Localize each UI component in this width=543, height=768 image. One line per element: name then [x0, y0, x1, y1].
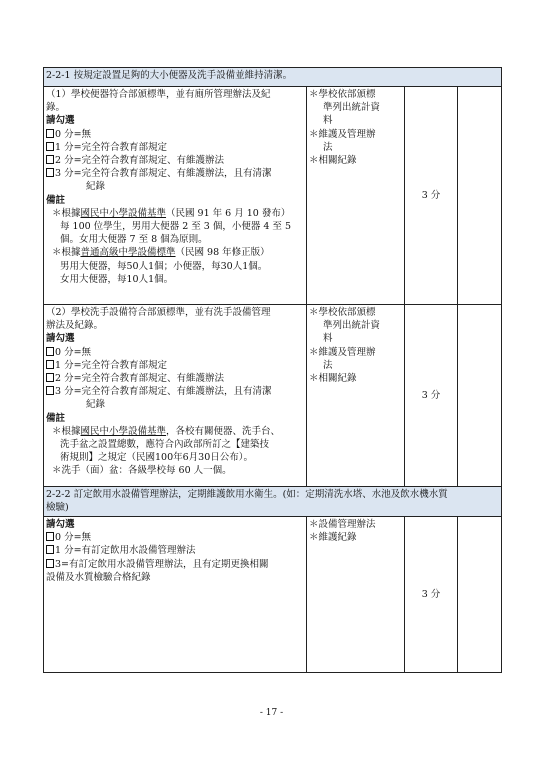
option-2: 2 分=完全符合教育部規定、有維護辦法	[46, 154, 304, 167]
section-header: 2-2-1 按規定設置足夠的大小便器及洗手設備並維持清潔。	[44, 68, 502, 87]
option-3-continuation: 紀錄	[86, 181, 106, 193]
note-line: 女用大便器，每10人1個。	[60, 273, 174, 285]
criterion-row	[44, 87, 502, 305]
checkbox[interactable]	[46, 168, 54, 177]
score-cell: 3 分	[405, 305, 458, 487]
notes-title: 備註	[46, 412, 66, 424]
description-line: （2）學校洗手設備符合部頒標準，並有洗手設備管理	[46, 307, 271, 318]
note-line: 男用大便器，每50人1個；小便器，每30人1個。	[60, 260, 268, 272]
score-cell: 3 分	[405, 517, 458, 673]
option-3: 3=有訂定飲用水設備管理辦法，且有定期更換相關	[46, 558, 304, 571]
criterion-description	[44, 517, 307, 673]
checkbox[interactable]	[46, 545, 54, 554]
criterion-description	[44, 87, 307, 305]
note-line: 洗手盆之設置總數，應符合內政部所訂之【建築技	[60, 439, 270, 451]
checkbox[interactable]	[46, 155, 54, 164]
checkbox[interactable]	[46, 386, 54, 395]
checkbox[interactable]	[46, 129, 54, 138]
option-3-continuation: 紀錄	[86, 399, 106, 411]
checkbox[interactable]	[46, 360, 54, 369]
section-header-row	[44, 68, 502, 87]
checkbox[interactable]	[46, 373, 54, 382]
checkbox[interactable]	[46, 142, 54, 151]
note-line: 每 100 位學生，男用大便器 2 至 3 個，小便器 4 至 5	[60, 221, 291, 233]
option-0: 0 分=無	[46, 346, 304, 359]
description-line: 錄。	[46, 102, 66, 114]
note-line: ＊根據國民中小學設備基準（民國 91 年 6 月 10 發布）	[52, 207, 291, 219]
checkbox[interactable]	[46, 559, 54, 568]
criterion-row	[44, 517, 502, 673]
option-3-continuation: 設備及水質檢驗合格紀錄	[46, 571, 151, 583]
section-header: 2-2-2 訂定飲用水設備管理辦法，定期維護飲用水衛生。(如：定期清洗水塔、水池及飲水機水質 檢驗)	[44, 487, 502, 517]
description-line: （1）學校便器符合部頒標準，並有廁所管理辦法及紀	[46, 89, 271, 100]
option-2: 2 分=完全符合教育部規定、有維護辦法	[46, 372, 304, 385]
evaluation-table	[43, 67, 502, 673]
checklist-title: 請勾選	[46, 519, 75, 530]
note-line: 術規則】之規定（民國100年6月30日公布）。	[60, 452, 254, 464]
evidence-cell: ＊設備管理辦法 ＊維護紀錄	[307, 517, 405, 673]
checklist-title: 請勾選	[46, 115, 75, 127]
option-1: 1 分=有訂定飲用水設備管理辦法	[46, 544, 304, 557]
option-0: 0 分=無	[46, 128, 304, 141]
evidence-cell: ＊學校依部頒標 準列出統計資 料 ＊維護及管理辦 法 ＊相關紀錄	[307, 87, 405, 305]
criterion-description	[44, 305, 307, 487]
checkbox[interactable]	[46, 532, 54, 541]
blank-cell[interactable]	[458, 87, 502, 305]
checklist-title: 請勾選	[46, 333, 75, 345]
score-cell: 3 分	[405, 87, 458, 305]
description-line: 辦法及紀錄。	[46, 320, 104, 332]
note-line: ＊洗手（面）盆：各級學校每 60 人一個。	[52, 465, 232, 477]
option-1: 1 分=完全符合教育部規定	[46, 141, 304, 154]
note-line: ＊根據國民中小學設備基準，各校有關便器、洗手台、	[52, 425, 281, 437]
note-line: 個。女用大便器 7 至 8 個為原則。	[60, 234, 208, 246]
section-header-row	[44, 487, 502, 517]
option-3: 3 分=完全符合教育部規定、有維護辦法，且有清潔	[46, 385, 304, 398]
blank-cell[interactable]	[458, 305, 502, 487]
blank-cell[interactable]	[458, 517, 502, 673]
criterion-row	[44, 305, 502, 487]
evidence-cell: ＊學校依部頒標 準列出統計資 料 ＊維護及管理辦 法 ＊相關紀錄	[307, 305, 405, 487]
notes-title: 備註	[46, 194, 66, 206]
note-line: ＊根據普通高級中學設備標準（民國 98 年修正版）	[52, 247, 270, 259]
checkbox[interactable]	[46, 347, 54, 356]
option-3: 3 分=完全符合教育部規定、有維護辦法，且有清潔	[46, 167, 304, 180]
option-1: 1 分=完全符合教育部規定	[46, 359, 304, 372]
page-number: - 17 -	[259, 708, 284, 718]
option-0: 0 分=無	[46, 531, 304, 544]
